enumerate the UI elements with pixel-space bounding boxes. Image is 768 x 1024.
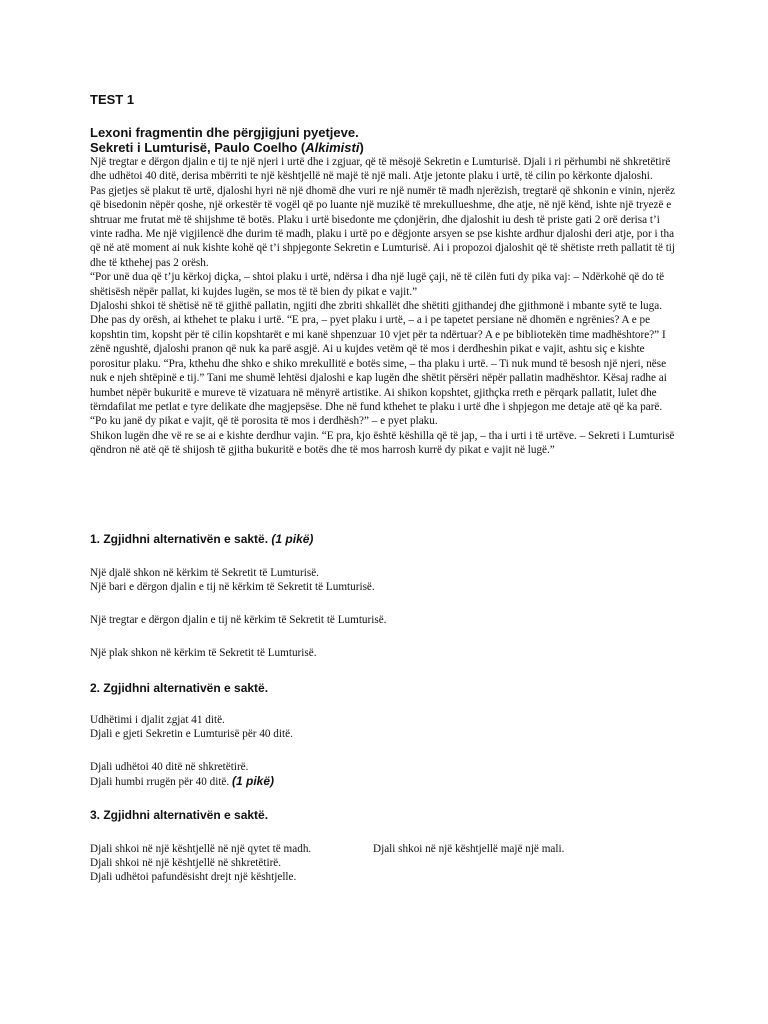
question-2-option-d[interactable]: Djali humbi rrugën për 40 ditë. (1 pikë) — [90, 774, 275, 788]
question-3-title: 3. Zgjidhni alternativën e saktë. — [90, 808, 269, 822]
question-2-option-b[interactable]: Djali e gjeti Sekretin e Lumturisë për 40 ditë. — [90, 728, 293, 740]
question-1-option-a[interactable]: Një djalë shkon në kërkim të Sekretit të Lumturisë. — [90, 567, 319, 579]
question-3-option-b[interactable]: Djali shkoi në një kështjellë majë një mali. — [373, 843, 565, 855]
passage-paragraph: Pas gjetjes së plakut të urtë, djaloshi hyri në një dhomë dhe vuri re një numër të madh njerëzish, tregtarë që shkonin e vinin, njerëz që bisedonin nëpër qoshe, një orkestër të vogël që po luante një muzikë të mrekullueshme, dhe atje, në një kënd, ishte një tryezë e shtruar me frutat më të shijshme të botës. Plaku i urtë bisedonte me çdonjërin, dhe djaloshit iu desh të priste gati 2 orë derisa t’i vinte radha. Me një vigjilencë dhe durim të madh, plaku i urtë po e dëgjonte arsyen se pse kishte ardhur djaloshi deri atje, por i tha që në atë moment ai nuk kishte kohë që t’i shpjegonte Sekretin e Lumturisë. Ai i propozoi djaloshit që të shëtiste rreth pallatit të tij dhe të kthehej pas 2 orësh. — [90, 184, 676, 269]
instructions: Lexoni fragmentin dhe përgjigjuni pyetjeve. — [90, 125, 359, 140]
question-1-option-c[interactable]: Një tregtar e dërgon djalin e tij në kërkim të Sekretit të Lumturisë. — [90, 614, 387, 626]
question-2-option-c[interactable]: Djali udhëtoi 40 ditë në shkretëtirë. — [90, 761, 249, 773]
source-book: Alkimisti — [305, 140, 360, 155]
passage — [90, 155, 680, 458]
source-suffix: ) — [359, 140, 364, 155]
question-1-option-d[interactable]: Një plak shkon në kërkim të Sekretit të Lumturisë. — [90, 647, 317, 659]
source-prefix: Sekreti i Lumturisë, Paulo Coelho ( — [90, 140, 306, 155]
passage-paragraph: Një tregtar e dërgon djalin e tij te një njeri i urtë dhe i zgjuar, që të mësojë Sekretin e Lumturisë. Djali i ri përhumbi në shkretëtirë dhe udhëtoi 40 ditë, derisa mbërriti te një kështjellë në majë të një mali. Atje jetonte plaku i urtë, të cilin po kërkonte djaloshi. — [90, 156, 671, 183]
question-2-points: (1 pikë) — [232, 774, 275, 788]
source-line — [90, 140, 364, 155]
passage-paragraph: Djaloshi shkoi të shëtisë në të gjithë pallatin, ngjiti dhe zbriti shkallët dhe shëtiti gjithandej dhe gjithmonë i mbante sytë te luga. Dhe pas dy orësh, ai kthehet te plaku i urtë. “E pra, – pyet plaku i urtë, – a i pe tapetet persiane në dhomën e ngrënies? A e pe kopshtin tim, kopsht për të cilin kopshtarët e mi kanë shpenzuar 10 vjet për ta ndërtuar? A e pe bibliotekën time madhështore?” I zënë ngushtë, djaloshi pranon që nuk ka parë asgjë. Ai u kujdes vetëm që të mos i derdheshin pikat e vajit, ashtu siç e kishte porositur plaku. “Pra, kthehu dhe shko e shiko mrekullitë e botës sime, – tha plaku i urtë. – Ti nuk mund të besosh një njeri, nëse nuk e njeh shtëpinë e tij.” Tani me shumë lehtësi djaloshi e kap lugën dhe shëtit përsëri nëpër pallatin madhështor. Kësaj radhe ai humbet nëpër bukuritë e mureve të vizatuara në mënyrë artistike. Ai shikon kopshtet, gjithçka rreth e përqark pallatit, lulet dhe tërndafilat me petlat e tyre delikate dhe magjepsëse. Dhe në fund kthehet te plaku i urtë dhe i shpjegon me detaje atë që ka parë. “Po ku janë dy pikat e vajit, që të porosita të mos i derdhësh?” – e pyet plaku. — [90, 300, 667, 428]
passage-paragraph: Shikon lugën dhe vë re se ai e kishte derdhur vajin. “E pra, kjo është këshilla që të jap, – tha i urti i të urtëve. – Sekreti i Lumturisë qëndron në atë që të shijosh të gjitha bukuritë e botës dhe të mos harrosh kurrë dy pikat e vajit në lugë.” — [90, 429, 675, 457]
passage-paragraph: “Por unë dua që t’ju kërkoj diçka, – shtoi plaku i urtë, ndërsa i dha një lugë çaji, në të cilën futi dy pika vaj: – Ndërkohë që do të shëtisësh nëpër pallat, ki kujdes lugën, se mos të të bien dy pikat e vajit.” — [90, 271, 665, 298]
question-1-title: 1. Zgjidhni alternativën e saktë. (1 pikë) — [90, 532, 314, 546]
question-3-option-c[interactable]: Djali shkoi në një kështjellë në shkretëtirë. — [90, 857, 282, 869]
question-3-option-d[interactable]: Djali udhëtoi pafundësisht drejt një kështjelle. — [90, 871, 297, 883]
question-3-option-a[interactable]: Djali shkoi në një kështjellë në një qytet të madh. — [90, 843, 312, 855]
test-title: TEST 1 — [90, 92, 135, 107]
question-2-title: 2. Zgjidhni alternativën e saktë. — [90, 681, 269, 695]
question-1-option-b[interactable]: Një bari e dërgon djalin e tij në kërkim të Sekretit të Lumturisë. — [90, 581, 375, 593]
question-2-option-a[interactable]: Udhëtimi i djalit zgjat 41 ditë. — [90, 714, 225, 726]
passage-heading — [90, 125, 364, 155]
question-1-points: (1 pikë) — [271, 532, 314, 546]
